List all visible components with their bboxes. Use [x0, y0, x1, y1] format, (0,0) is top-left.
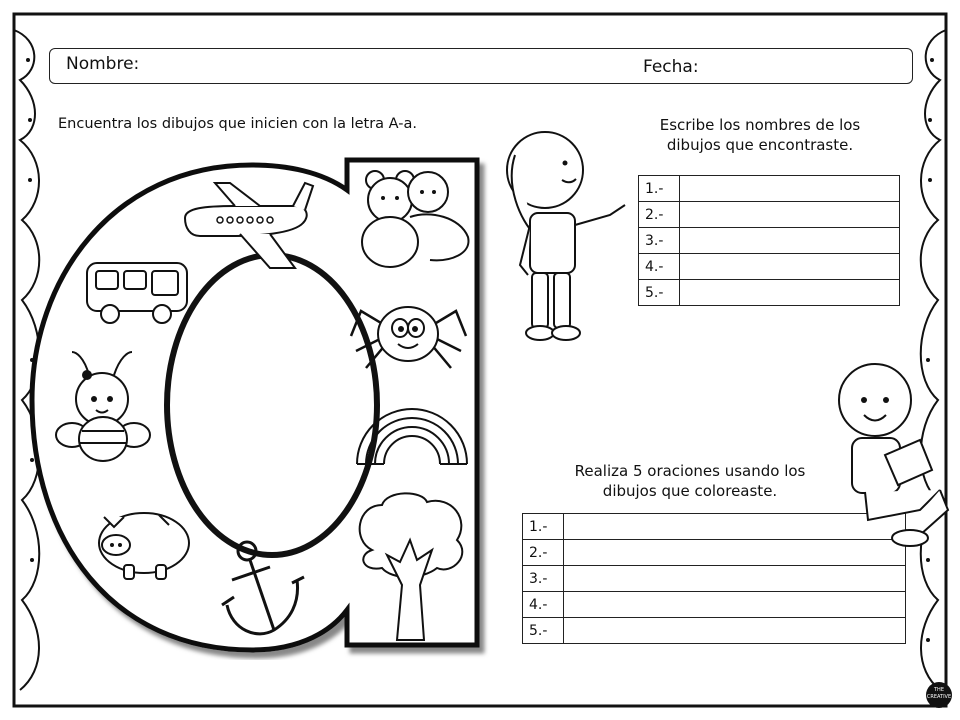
answer-line[interactable] [680, 228, 900, 254]
answer-line[interactable] [680, 202, 900, 228]
names-row[interactable] [639, 254, 900, 280]
boy-reading-icon [820, 360, 950, 550]
header-box [49, 48, 913, 84]
spider-icon[interactable] [346, 296, 471, 376]
names-row[interactable] [639, 280, 900, 306]
names-row[interactable] [639, 176, 900, 202]
name-label: Nombre: [66, 54, 140, 74]
sentence-row[interactable] [523, 618, 906, 644]
row-number: 3.- [639, 228, 680, 254]
logo-text: THE CREATIVE [926, 687, 952, 700]
girl-pointing-icon [490, 125, 640, 345]
row-number: 4.- [523, 592, 564, 618]
sentence-line[interactable] [564, 566, 906, 592]
answer-line[interactable] [680, 280, 900, 306]
sentence-row[interactable] [523, 592, 906, 618]
row-number: 2.- [523, 540, 564, 566]
bee-icon[interactable] [54, 347, 154, 477]
names-row[interactable] [639, 228, 900, 254]
sentences-instruction [540, 461, 840, 501]
row-number: 5.- [639, 280, 680, 306]
names-row[interactable] [639, 202, 900, 228]
answer-line[interactable] [680, 176, 900, 202]
publisher-logo [926, 682, 952, 708]
bus-icon[interactable] [82, 258, 192, 328]
date-label: Fecha: [643, 57, 699, 77]
sentence-line[interactable] [564, 592, 906, 618]
pig-icon[interactable] [84, 505, 194, 585]
sentence-row[interactable] [523, 566, 906, 592]
airplane-icon[interactable] [175, 178, 315, 278]
rainbow-icon[interactable] [352, 402, 472, 472]
answer-line[interactable] [680, 254, 900, 280]
row-number: 2.- [639, 202, 680, 228]
sentence-line[interactable] [564, 618, 906, 644]
write-names-line1: Escribe los nombres de los [659, 116, 861, 134]
row-number: 4.- [639, 254, 680, 280]
row-number: 1.- [639, 176, 680, 202]
sentences-line1: Realiza 5 oraciones usando los [574, 462, 806, 480]
row-number: 3.- [523, 566, 564, 592]
row-number: 5.- [523, 618, 564, 644]
sentences-line2: dibujos que coloreaste. [602, 482, 778, 500]
teddy-bear-icon[interactable] [350, 162, 475, 272]
write-names-line2: dibujos que encontraste. [666, 136, 854, 154]
row-number: 1.- [523, 514, 564, 540]
tree-icon[interactable] [352, 490, 472, 645]
write-names-instruction [630, 115, 890, 155]
names-table [638, 175, 900, 306]
find-instruction: Encuentra los dibujos que inicien con la letra A-a. [58, 116, 417, 132]
anchor-icon[interactable] [212, 535, 312, 645]
